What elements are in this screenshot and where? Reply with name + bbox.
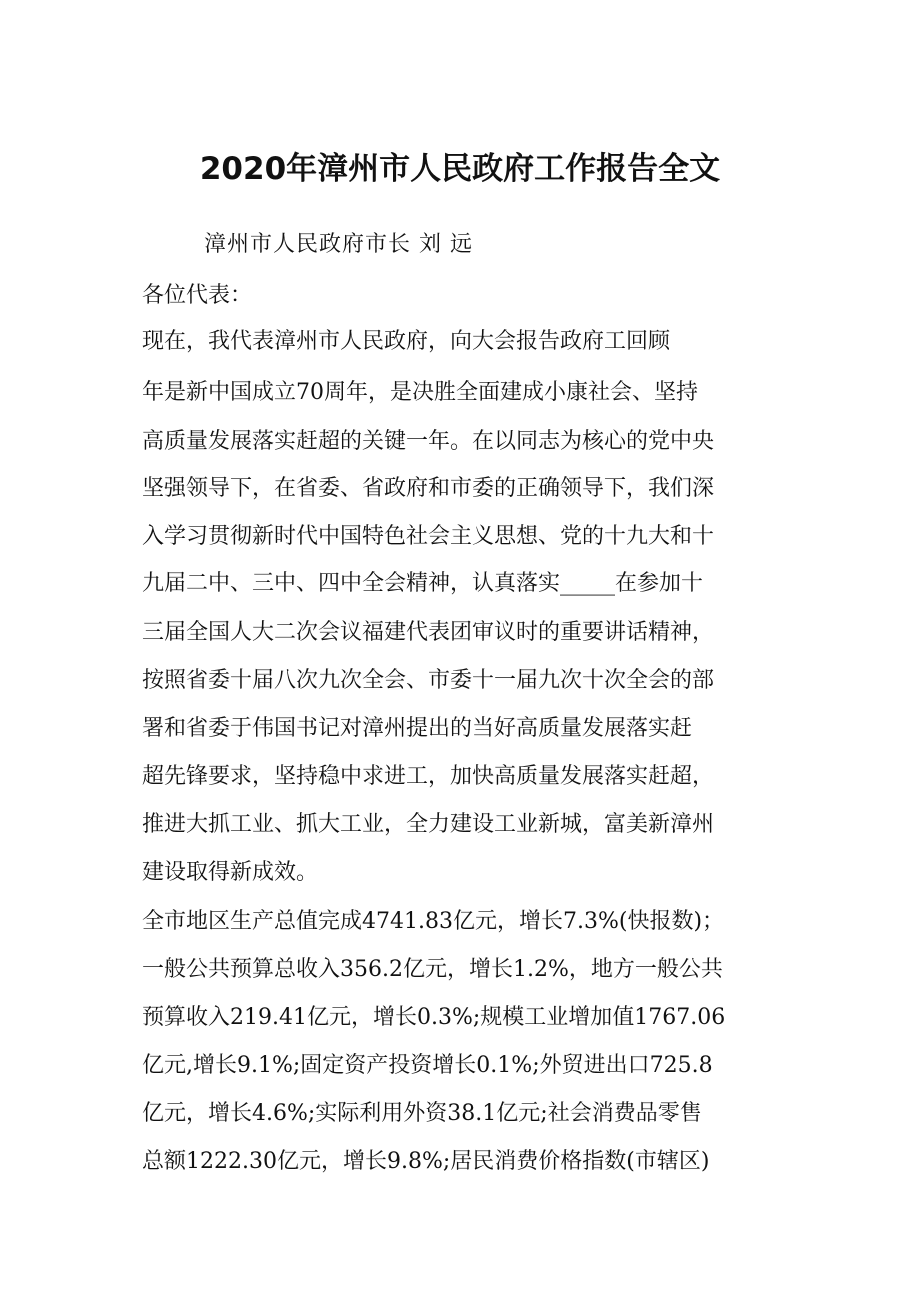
text-line: 高质量发展落实赶超的关键一年。在以同志为核心的党中央 [142,429,715,454]
text-line: 九届二中、三中、四中全会精神，认真落实_____在参加十 [142,571,704,596]
text-line: 全市地区生产总值完成4741.83亿元，增长7.3%(快报数)； [142,909,725,934]
text-line: 按照省委十届八次九次全会、市委十一届九次十次全会的部 [142,668,715,693]
document-title: 2020年漳州市人民政府工作报告全文 [199,151,721,187]
text-line: 建设取得新成效。 [142,860,319,885]
text-line: 署和省委于伟国书记对漳州提出的当好高质量发展落实赶 [142,716,693,741]
text-line: 三届全国人大二次会议福建代表团审议时的重要讲话精神， [142,620,715,645]
text-line: 预算收入219.41亿元，增长0.3%;规模工业增加值1767.06 [142,1005,726,1030]
text-line: 年是新中国成立70周年，是决胜全面建成小康社会、坚持 [142,380,698,405]
text-line: 入学习贯彻新时代中国特色社会主义思想、党的十九大和十 [142,524,715,549]
text-line: 一般公共预算总收入356.2亿元，增长1.2%，地方一般公共 [142,957,723,982]
text-line: 亿元,增长9.1%;固定资产投资增长0.1%;外贸进出口725.8 [142,1053,713,1078]
author-byline: 漳州市人民政府市长 刘 远 [204,232,473,257]
text-line: 坚强领导下，在省委、省政府和市委的正确领导下，我们深 [142,476,715,501]
text-line: 现在，我代表漳州市人民政府，向大会报告政府工回顾 [142,329,671,354]
text-line: 亿元，增长4.6%;实际利用外资38.1亿元;社会消费品零售 [142,1101,702,1126]
text-line: 超先锋要求，坚持稳中求进工，加快高质量发展落实赶超， [142,764,715,789]
salutation: 各位代表： [142,283,253,308]
text-line: 总额1222.30亿元，增长9.8%;居民消费价格指数(市辖区) [142,1149,710,1174]
text-line: 推进大抓工业、抓大工业，全力建设工业新城，富美新漳州 [142,812,715,837]
